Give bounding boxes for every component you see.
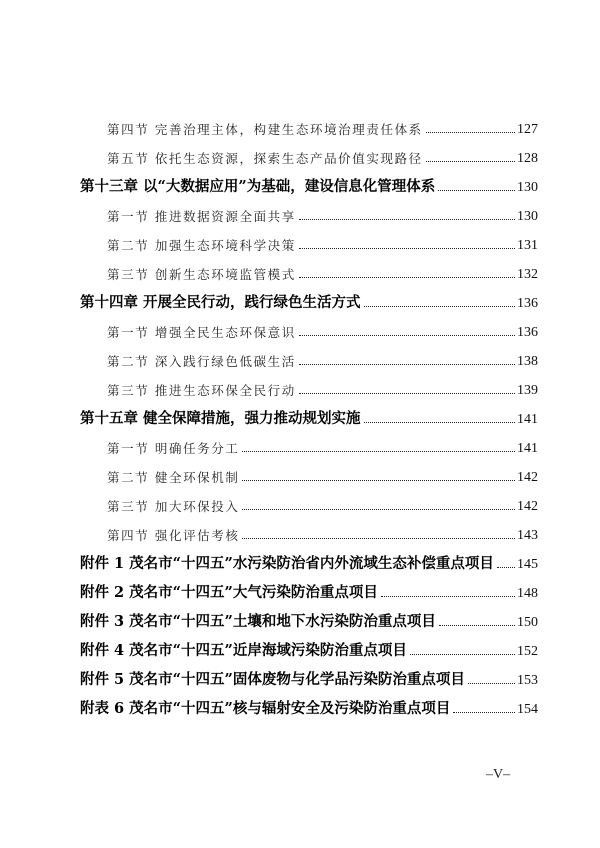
toc-entry-title: 附表 6 茂名市“十四五”核与辐射安全及污染防治重点项目	[80, 700, 451, 717]
dot-leader	[242, 480, 515, 481]
toc-entry-title: 第五节 依托生态资源，探索生态产品价值实现路径	[107, 151, 423, 166]
toc-appendix-entry[interactable]	[80, 580, 538, 602]
toc-entry-title: 第三节 创新生态环境监管模式	[107, 267, 296, 282]
toc-entry-title: 第三节 推进生态环保全民行动	[107, 383, 296, 398]
toc-entry-title: 第三节 加大环保投入	[107, 499, 240, 514]
dot-leader	[299, 248, 515, 249]
toc-entry-page: 141	[517, 441, 538, 456]
toc-appendix-entry[interactable]	[80, 667, 538, 689]
toc-entry[interactable]	[107, 435, 538, 457]
toc-entry-title: 第二节 健全环保机制	[107, 470, 240, 485]
dot-leader	[410, 654, 515, 655]
toc-entry-page: 132	[517, 267, 538, 282]
toc-entry[interactable]	[107, 377, 538, 399]
page-number-footer: –V–	[486, 767, 511, 782]
toc-chapter-entry[interactable]	[80, 406, 538, 428]
dot-leader	[299, 219, 515, 220]
toc-entry[interactable]	[107, 348, 538, 370]
toc-entry-page: 152	[517, 644, 538, 659]
toc-entry[interactable]	[107, 232, 538, 254]
toc-entry-title: 第十三章 以“大数据应用”为基础，建设信息化管理体系	[80, 178, 436, 195]
toc-entry[interactable]	[107, 203, 538, 225]
dot-leader	[364, 422, 515, 423]
toc-entry-title: 第二节 深入践行绿色低碳生活	[107, 354, 296, 369]
toc-appendix-entry[interactable]	[80, 609, 538, 631]
toc-entry-title: 第四节 强化评估考核	[107, 528, 240, 543]
toc-entry-page: 148	[517, 586, 538, 601]
toc-entry-page: 127	[517, 122, 538, 137]
toc-entry-title: 第二节 加强生态环境科学决策	[107, 238, 296, 253]
dot-leader	[299, 335, 515, 336]
toc-entry-page: 143	[517, 528, 538, 543]
toc-entry-page: 131	[517, 238, 538, 253]
toc-entry[interactable]	[107, 261, 538, 283]
dot-leader	[299, 277, 515, 278]
dot-leader	[426, 132, 515, 133]
toc-entry-title: 第一节 增强全民生态环保意识	[107, 325, 296, 340]
toc-entry-page: 138	[517, 354, 538, 369]
dot-leader	[299, 393, 515, 394]
toc-chapter-entry[interactable]	[80, 290, 538, 312]
toc-entry-page: 139	[517, 383, 538, 398]
dot-leader	[438, 190, 515, 191]
toc-chapter-entry[interactable]	[80, 174, 538, 196]
toc-entry-page: 130	[517, 180, 538, 195]
toc-entry-page: 136	[517, 325, 538, 340]
dot-leader	[468, 683, 515, 684]
toc-appendix-entry[interactable]	[80, 551, 538, 573]
toc-entry-title: 附件 3 茂名市“十四五”土壤和地下水污染防治重点项目	[80, 613, 436, 630]
dot-leader	[242, 451, 515, 452]
toc-entry-title: 附件 2 茂名市“十四五”大气污染防治重点项目	[80, 584, 378, 601]
dot-leader	[453, 712, 515, 713]
toc-entry[interactable]	[107, 319, 538, 341]
toc-entry-title: 第十四章 开展全民行动，践行绿色生活方式	[80, 294, 361, 311]
toc-entry-page: 153	[517, 673, 538, 688]
toc-entry[interactable]	[107, 464, 538, 486]
toc-entry[interactable]	[107, 493, 538, 515]
toc-entry-page: 136	[517, 296, 538, 311]
toc-entry-title: 附件 5 茂名市“十四五”固体废物与化学品污染防治重点项目	[80, 671, 465, 688]
toc-entry-title: 第十五章 健全保障措施，强力推动规划实施	[80, 410, 361, 427]
dot-leader	[497, 567, 515, 568]
toc-entry-page: 141	[517, 412, 538, 427]
toc-entry-title: 第一节 明确任务分工	[107, 441, 240, 456]
toc-entry-page: 145	[517, 557, 538, 572]
toc-entry-page: 154	[517, 702, 538, 717]
dot-leader	[364, 306, 515, 307]
toc-appendix-entry[interactable]	[80, 638, 538, 660]
toc-entry-title: 附件 4 茂名市“十四五”近岸海域污染防治重点项目	[80, 642, 407, 659]
toc-entry-page: 150	[517, 615, 538, 630]
toc-entry[interactable]	[107, 116, 538, 138]
toc-entry-page: 128	[517, 151, 538, 166]
dot-leader	[439, 625, 515, 626]
dot-leader	[242, 538, 515, 539]
toc-entry[interactable]	[107, 522, 538, 544]
dot-leader	[299, 364, 515, 365]
toc-entry-page: 130	[517, 209, 538, 224]
toc-appendix-entry[interactable]	[80, 696, 538, 718]
dot-leader	[242, 509, 515, 510]
toc-entry-title: 第一节 推进数据资源全面共享	[107, 209, 296, 224]
toc-entry-title: 附件 1 茂名市“十四五”水污染防治省内外流域生态补偿重点项目	[80, 555, 494, 572]
dot-leader	[426, 161, 515, 162]
toc-entry-page: 142	[517, 499, 538, 514]
dot-leader	[381, 596, 515, 597]
toc-entry-page: 142	[517, 470, 538, 485]
toc-entry[interactable]	[107, 145, 538, 167]
toc-entry-title: 第四节 完善治理主体，构建生态环境治理责任体系	[107, 122, 423, 137]
